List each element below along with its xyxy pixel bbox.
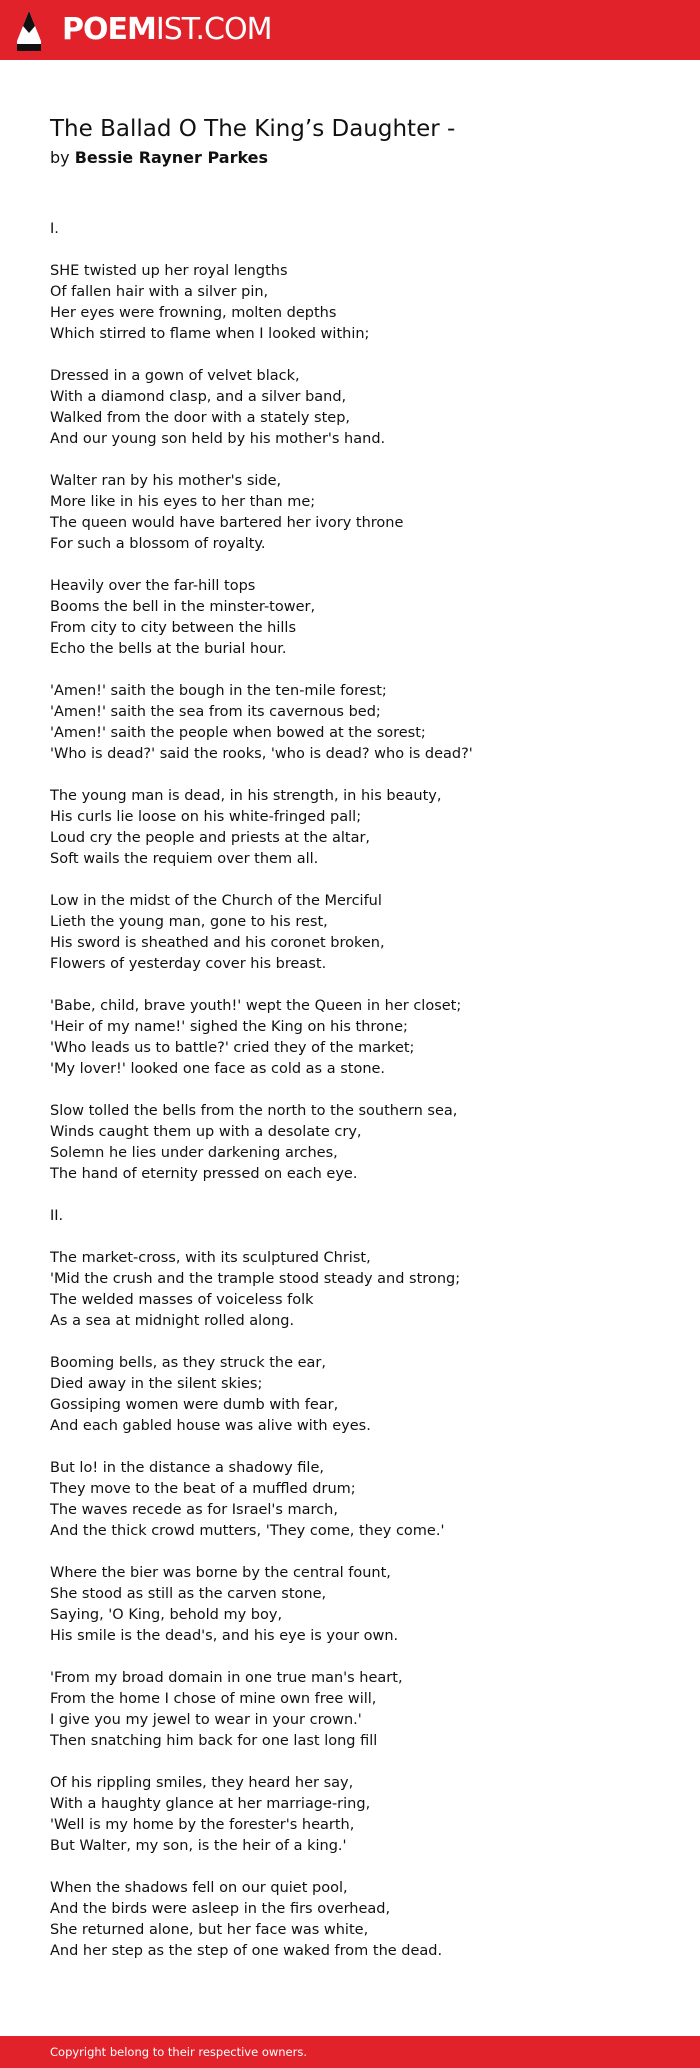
poem-line: His smile is the dead's, and his eye is your own.: [50, 1628, 399, 1644]
stanza-break: [50, 1185, 670, 1206]
poem-line: The waves recede as for Israel's march,: [50, 1502, 338, 1518]
poem-line: And our young son held by his mother's hand.: [50, 431, 386, 447]
poem-line: His curls lie loose on his white-fringed pall;: [50, 809, 362, 825]
poem-line: Lieth the young man, gone to his rest,: [50, 914, 328, 930]
stanza-break: [50, 345, 670, 366]
stanza-break: [50, 1752, 670, 1773]
site-footer: [0, 2036, 700, 2068]
pen-nib-icon[interactable]: [17, 11, 41, 51]
poem-line: II.: [50, 1208, 64, 1224]
poem-title: The Ballad O The King’s Daughter -: [50, 116, 456, 142]
poem-line: Booms the bell in the minster-tower,: [50, 599, 316, 615]
poem-line: Low in the midst of the Church of the Merciful: [50, 893, 382, 909]
by-label: by: [50, 148, 70, 167]
stanza-break: [50, 1857, 670, 1878]
poem-line: From the home I chose of mine own free will,: [50, 1691, 377, 1707]
poem-line: Walked from the door with a stately step,: [50, 410, 351, 426]
poem-line: Slow tolled the bells from the north to the southern sea,: [50, 1103, 458, 1119]
stanza-break: [50, 1227, 670, 1248]
poem-line: From city to city between the hills: [50, 620, 296, 636]
poem-line: But lo! in the distance a shadowy file,: [50, 1460, 324, 1476]
poem-line: Flowers of yesterday cover his breast.: [50, 956, 327, 972]
stanza-break: [50, 1332, 670, 1353]
poem-line: Of fallen hair with a silver pin,: [50, 284, 269, 300]
stanza-break: [50, 555, 670, 576]
stanza-break: [50, 1080, 670, 1101]
poem-line: The hand of eternity pressed on each eye.: [50, 1166, 358, 1182]
poem-line: 'Who is dead?' said the rooks, 'who is dead? who is dead?': [50, 746, 473, 762]
poem-line: The queen would have bartered her ivory throne: [50, 515, 404, 531]
stanza-break: [50, 240, 670, 261]
poem-line: And her step as the step of one waked from the dead.: [50, 1943, 443, 1959]
poem-line: 'Mid the crush and the trample stood steady and strong;: [50, 1271, 461, 1287]
poem-line: When the shadows fell on our quiet pool,: [50, 1880, 348, 1896]
poem-line: Which stirred to flame when I looked within;: [50, 326, 370, 342]
poem-line: For such a blossom of royalty.: [50, 536, 266, 552]
poem-line: Gossiping women were dumb with fear,: [50, 1397, 339, 1413]
site-header: [0, 0, 700, 60]
poem-line: With a diamond clasp, and a silver band,: [50, 389, 347, 405]
poem-body: [50, 219, 670, 1962]
stanza-break: [50, 450, 670, 471]
stanza-break: [50, 1437, 670, 1458]
poem-line: She returned alone, but her face was white,: [50, 1922, 369, 1938]
poem-line: 'Heir of my name!' sighed the King on his throne;: [50, 1019, 408, 1035]
stanza-break: [50, 870, 670, 891]
poem-line: Died away in the silent skies;: [50, 1376, 263, 1392]
author-name[interactable]: Bessie Rayner Parkes: [74, 148, 269, 167]
poem-line: Walter ran by his mother's side,: [50, 473, 282, 489]
poem-line: 'Amen!' saith the sea from its cavernous bed;: [50, 704, 381, 720]
poem-line: Winds caught them up with a desolate cry,: [50, 1124, 362, 1140]
poem-line: SHE twisted up her royal lengths: [50, 263, 288, 279]
poem-line: 'Well is my home by the forester's hearth,: [50, 1817, 355, 1833]
poem-line: Solemn he lies under darkening arches,: [50, 1145, 338, 1161]
poem-line: 'From my broad domain in one true man's heart,: [50, 1670, 403, 1686]
poem-line: The welded masses of voiceless folk: [50, 1292, 314, 1308]
poem-line: I give you my jewel to wear in your crown.': [50, 1712, 362, 1728]
poem-line: 'Who leads us to battle?' cried they of the market;: [50, 1040, 415, 1056]
poem-line: I.: [50, 221, 59, 237]
logo-text-light: IST.COM: [155, 12, 272, 47]
stanza-break: [50, 660, 670, 681]
poem-line: Of his rippling smiles, they heard her say,: [50, 1775, 354, 1791]
poem-line: Heavily over the far-hill tops: [50, 578, 256, 594]
poem-line: They move to the beat of a muffled drum;: [50, 1481, 356, 1497]
poem-line: Where the bier was borne by the central fount,: [50, 1565, 391, 1581]
poem-line: 'My lover!' looked one face as cold as a stone.: [50, 1061, 386, 1077]
poem-line: And each gabled house was alive with eyes.: [50, 1418, 371, 1434]
stanza-break: [50, 1647, 670, 1668]
poem-line: As a sea at midnight rolled along.: [50, 1313, 295, 1329]
poem-line: With a haughty glance at her marriage-ring,: [50, 1796, 371, 1812]
stanza-break: [50, 1542, 670, 1563]
logo-text-bold: POEM: [62, 12, 156, 47]
poem-line: Loud cry the people and priests at the altar,: [50, 830, 371, 846]
poem-line: Soft wails the requiem over them all.: [50, 851, 319, 867]
poem-line: Saying, 'O King, behold my boy,: [50, 1607, 283, 1623]
stanza-break: [50, 765, 670, 786]
poem-line: Dressed in a gown of velvet black,: [50, 368, 300, 384]
poem-line: Then snatching him back for one last long fill: [50, 1733, 378, 1749]
poem-line: 'Amen!' saith the bough in the ten-mile forest;: [50, 683, 387, 699]
poem-line: More like in his eyes to her than me;: [50, 494, 316, 510]
poem-line: 'Babe, child, brave youth!' wept the Queen in her closet;: [50, 998, 462, 1014]
poem-line: Booming bells, as they struck the ear,: [50, 1355, 326, 1371]
poem-line: The market-cross, with its sculptured Christ,: [50, 1250, 371, 1266]
poem-line: But Walter, my son, is the heir of a king.': [50, 1838, 347, 1854]
poem-line: Her eyes were frowning, molten depths: [50, 305, 337, 321]
stanza-break: [50, 975, 670, 996]
poem-line: Echo the bells at the burial hour.: [50, 641, 287, 657]
poem-line: And the thick crowd mutters, 'They come, they come.': [50, 1523, 445, 1539]
poem-line: And the birds were asleep in the firs overhead,: [50, 1901, 391, 1917]
byline: [50, 148, 268, 168]
site-logo[interactable]: [62, 13, 271, 47]
poem-line: His sword is sheathed and his coronet broken,: [50, 935, 385, 951]
poem-line: The young man is dead, in his strength, in his beauty,: [50, 788, 442, 804]
copyright-text: Copyright belong to their respective owners.: [50, 2045, 308, 2059]
poem-line: 'Amen!' saith the people when bowed at the sorest;: [50, 725, 426, 741]
poem-line: She stood as still as the carven stone,: [50, 1586, 327, 1602]
